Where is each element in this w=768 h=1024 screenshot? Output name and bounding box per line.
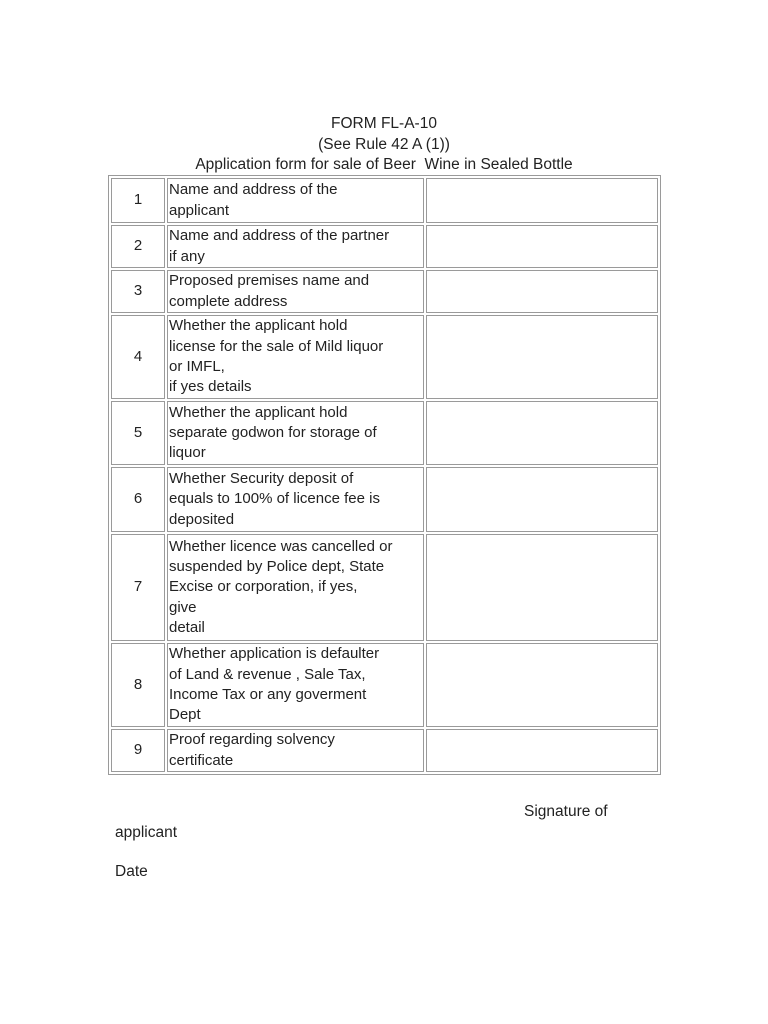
answer-field[interactable] bbox=[426, 534, 658, 641]
answer-field[interactable] bbox=[426, 315, 658, 399]
row-number: 3 bbox=[111, 270, 165, 313]
form-header bbox=[0, 114, 768, 176]
answer-field[interactable] bbox=[426, 225, 658, 268]
row-number: 9 bbox=[111, 729, 165, 772]
table-row bbox=[111, 178, 658, 223]
application-table bbox=[108, 175, 661, 775]
row-question: Whether Security deposit of equals to 100% of licence fee is deposited bbox=[167, 467, 424, 532]
row-question: Whether application is defaulter of Land & revenue , Sale Tax, Income Tax or any goverment Dept bbox=[167, 643, 424, 727]
row-number: 5 bbox=[111, 401, 165, 465]
table-row bbox=[111, 315, 658, 399]
answer-field[interactable] bbox=[426, 270, 658, 313]
table-row bbox=[111, 729, 658, 772]
answer-field[interactable] bbox=[426, 178, 658, 223]
answer-field[interactable] bbox=[426, 643, 658, 727]
row-number: 6 bbox=[111, 467, 165, 532]
row-question: Proof regarding solvency certificate bbox=[167, 729, 424, 772]
table-row bbox=[111, 467, 658, 532]
signature-label: Signature of bbox=[524, 803, 608, 820]
row-question: Name and address of the applicant bbox=[167, 178, 424, 223]
row-number: 1 bbox=[111, 178, 165, 223]
answer-field[interactable] bbox=[426, 467, 658, 532]
answer-field[interactable] bbox=[426, 729, 658, 772]
row-question: Whether the applicant hold license for the sale of Mild liquor or IMFL, if yes details bbox=[167, 315, 424, 399]
table-row bbox=[111, 270, 658, 313]
answer-field[interactable] bbox=[426, 401, 658, 465]
form-rule: (See Rule 42 A (1)) bbox=[318, 135, 450, 153]
date-label: Date bbox=[115, 863, 148, 880]
form-subtitle: Application form for sale of Beer Wine in Sealed Bottle bbox=[195, 156, 573, 173]
row-question: Whether the applicant hold separate godwon for storage of liquor bbox=[167, 401, 424, 465]
row-question: Whether licence was cancelled or suspended by Police dept, State Excise or corporation, if yes, give detail bbox=[167, 534, 424, 641]
row-question: Proposed premises name and complete address bbox=[167, 270, 424, 313]
row-number: 4 bbox=[111, 315, 165, 399]
table-row bbox=[111, 534, 658, 641]
table-row bbox=[111, 643, 658, 727]
row-number: 7 bbox=[111, 534, 165, 641]
table-row bbox=[111, 225, 658, 268]
row-number: 2 bbox=[111, 225, 165, 268]
table-row bbox=[111, 401, 658, 465]
form-title: FORM FL-A-10 bbox=[331, 115, 437, 132]
row-number: 8 bbox=[111, 643, 165, 727]
applicant-label: applicant bbox=[115, 824, 178, 841]
row-question: Name and address of the partner if any bbox=[167, 225, 424, 268]
